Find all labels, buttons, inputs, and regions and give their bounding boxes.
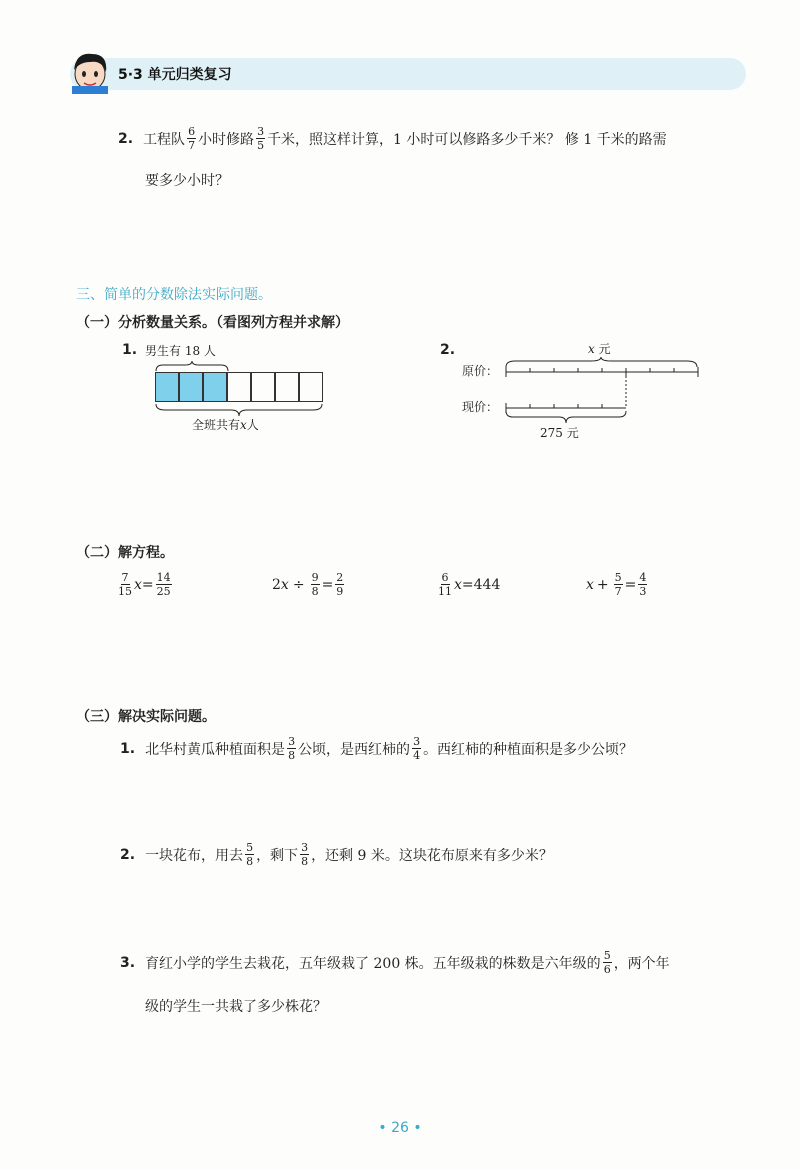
text: 千米，照这样计算，1 小时可以修路多少千米？ 修 1 千米的路需 bbox=[267, 131, 667, 148]
boys-label: 男生有 18 人 bbox=[145, 344, 216, 358]
bottom-brace bbox=[155, 403, 325, 417]
bar-cell bbox=[155, 372, 179, 402]
part3-title: （三）解决实际问题。 bbox=[76, 709, 216, 725]
text: 工程队 bbox=[143, 131, 186, 148]
question-number: 2. bbox=[118, 130, 134, 147]
equation-3: $\frac{6}{11}$ x =444 bbox=[438, 571, 501, 598]
class-total-label: 全班共有x人 bbox=[192, 418, 259, 432]
equation-4: x + $\frac{5}{7}$ = $\frac{4}{3}$ bbox=[586, 571, 647, 598]
class-bar bbox=[155, 372, 323, 402]
bar-cell bbox=[227, 372, 251, 402]
part2-title: （二）解方程。 bbox=[76, 545, 174, 561]
question-2-line1 bbox=[118, 126, 667, 151]
price-bottom-brace bbox=[505, 410, 629, 424]
boy-mascot-icon bbox=[68, 48, 116, 94]
problem-1: 1. 北华村黄瓜种植面积是 $\frac{3}{8}$ 公顷，是西红柿的 $\frac{3}{4}$ 。西红柿的种植面积是多少公顷？ bbox=[120, 735, 634, 762]
original-row-label: 原价： bbox=[462, 364, 499, 378]
problem-3-line2: 级的学生一共栽了多少株花？ bbox=[145, 999, 327, 1015]
question-number: 2. bbox=[440, 342, 456, 358]
bar-cell bbox=[299, 372, 323, 402]
question-number: 1. bbox=[122, 342, 138, 358]
bar-cell bbox=[275, 372, 299, 402]
problem-3-line1: 3. 育红小学的学生去栽花，五年级栽了 200 株。五年级栽的株数是六年级的 $\frac{5}{6}$ ，两个年 bbox=[120, 949, 670, 976]
current-row-label: 现价： bbox=[462, 400, 499, 414]
text: 小时修路 bbox=[198, 131, 255, 148]
current-price-label: 275 元 bbox=[540, 426, 579, 440]
bar-cell bbox=[251, 372, 275, 402]
part1-title: （一）分析数量关系。（看图列方程并求解） bbox=[76, 315, 349, 331]
section-title: 三、简单的分数除法实际问题。 bbox=[76, 287, 272, 303]
equation-2: 2 x ÷ $\frac{9}{8}$ = $\frac{2}{9}$ bbox=[272, 571, 344, 598]
problem-2: 2. 一块花布，用去 $\frac{5}{8}$ ，剩下 $\frac{3}{8}$ ，还剩 9 米。这块花布原来有多少米？ bbox=[120, 841, 553, 868]
header-title: 5·3 单元归类复习 bbox=[118, 67, 232, 83]
equation-1: $\frac{7}{15}$ x = $\frac{14}{25}$ bbox=[118, 571, 171, 598]
bar-cell bbox=[203, 372, 227, 402]
fraction: $\frac{3}{5}$ bbox=[257, 125, 265, 152]
page-number: • 26 • bbox=[378, 1120, 422, 1136]
question-2-line2: 要多少小时？ bbox=[145, 173, 229, 189]
top-brace bbox=[155, 360, 230, 372]
fraction: $\frac{6}{7}$ bbox=[188, 125, 196, 152]
original-price-label: x 元 bbox=[588, 342, 611, 356]
bar-cell bbox=[179, 372, 203, 402]
